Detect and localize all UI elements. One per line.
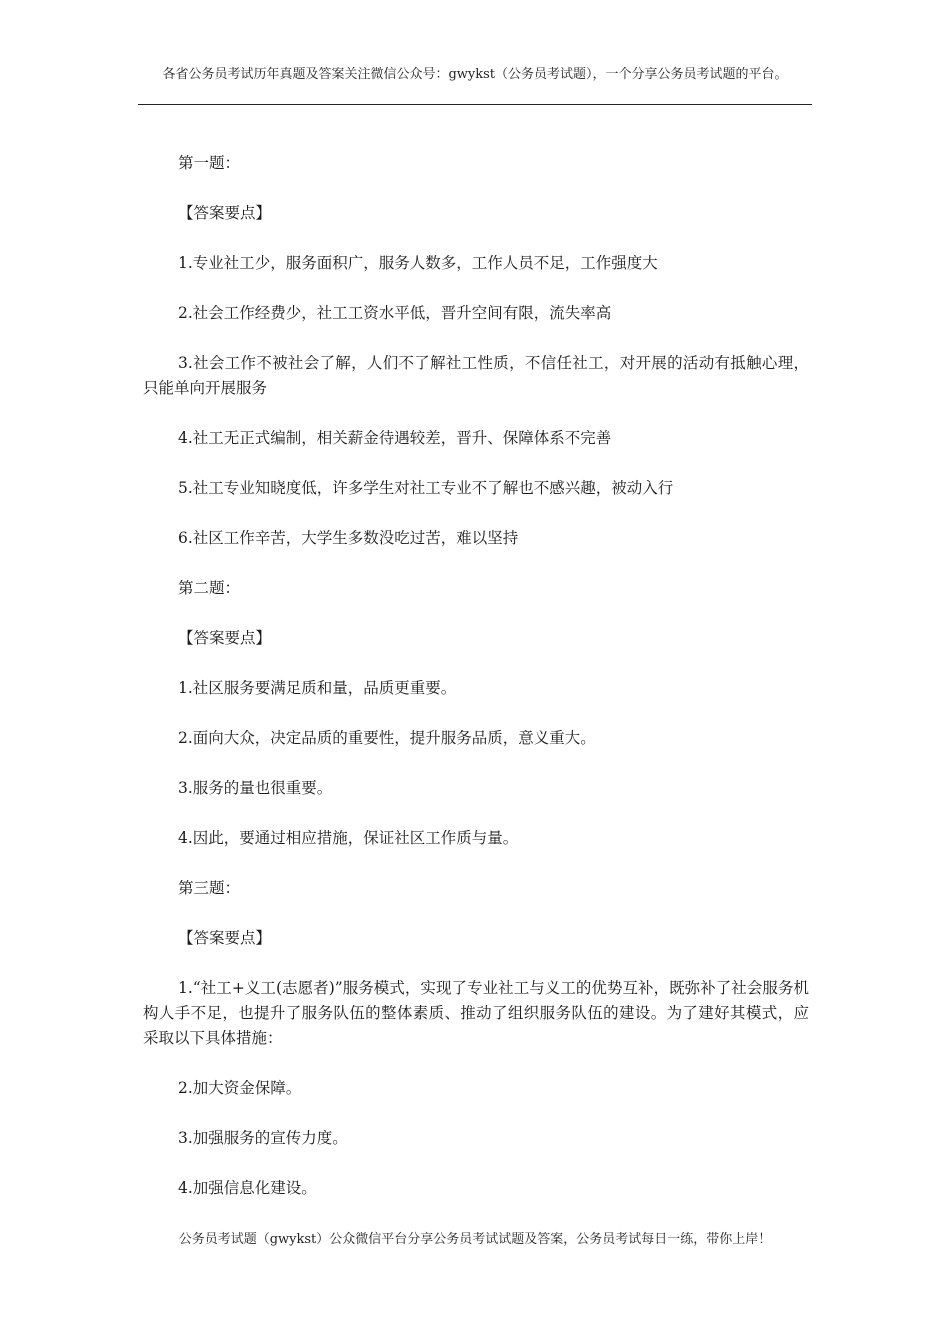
answer-label: 【答案要点】 [178, 204, 272, 222]
answer-item: 2.社会工作经费少，社工工资水平低，晋升空间有限，流失率高 [178, 304, 612, 322]
answer-item: 3.社会工作不被社会了解，人们不了解社工性质，不信任社工，对开展的活动有抵触心理，只能单向开展服务 [143, 354, 809, 397]
answer-item: 6.社区工作辛苦，大学生多数没吃过苦，难以坚持 [178, 529, 519, 547]
answer-item: 3.加强服务的宣传力度。 [178, 1129, 348, 1147]
answer-label: 【答案要点】 [178, 629, 272, 647]
document-body [143, 151, 809, 1226]
answer-item: 1.社区服务要满足质和量，品质更重要。 [178, 679, 457, 697]
section-heading: 第一题： [178, 154, 241, 172]
answer-item: 2.加大资金保障。 [178, 1079, 302, 1097]
answer-item: 4.社工无正式编制，相关薪金待遇较差，晋升、保障体系不完善 [178, 429, 612, 447]
section-heading: 第二题： [178, 579, 241, 597]
page-footer: 公务员考试题（gwykst）公众微信平台分享公务员考试试题及答案，公务员考试每日一练，带你上岸！ [178, 1232, 772, 1247]
answer-item: 4.因此，要通过相应措施，保证社区工作质与量。 [178, 829, 519, 847]
answer-item: 3.服务的量也很重要。 [178, 779, 333, 797]
answer-label: 【答案要点】 [178, 929, 272, 947]
page-header: 各省公务员考试历年真题及答案关注微信公众号：gwykst（公务员考试题），一个分享公务员考试题的平台。 [162, 67, 788, 82]
section-heading: 第三题： [178, 879, 241, 897]
answer-item: 5.社工专业知晓度低，许多学生对社工专业不了解也不感兴趣，被动入行 [178, 479, 674, 497]
answer-item: 1.“社工+义工(志愿者)”服务模式，实现了专业社工与义工的优势互补，既弥补了社会服务机构人手不足，也提升了服务队伍的整体素质、推动了组织服务队伍的建设。为了建好其模式，应采取以下具体措施： [143, 979, 809, 1047]
header-divider [138, 104, 812, 105]
answer-item: 2.面向大众，决定品质的重要性，提升服务品质，意义重大。 [178, 729, 596, 747]
answer-item: 4.加强信息化建设。 [178, 1179, 317, 1197]
answer-item: 1.专业社工少，服务面积广，服务人数多，工作人员不足，工作强度大 [178, 254, 658, 272]
